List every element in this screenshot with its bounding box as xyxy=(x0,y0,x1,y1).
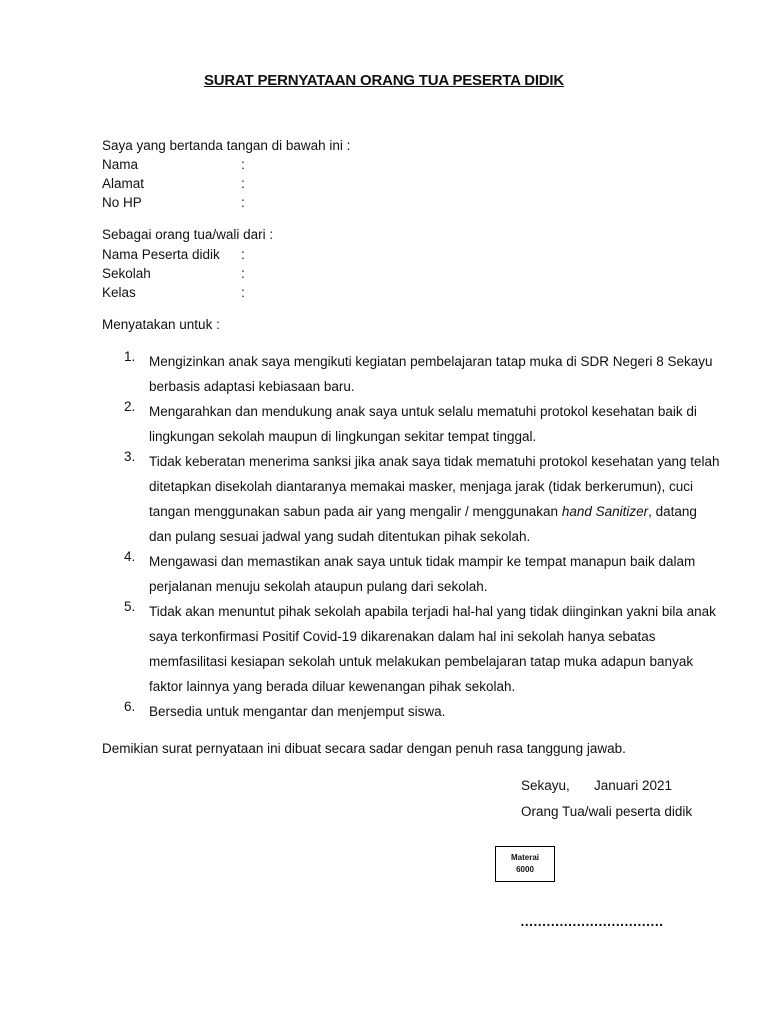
item-line: lingkungan sekolah maupun di lingkungan sekitar tempat tinggal. xyxy=(149,429,537,444)
stamp-label: Materai xyxy=(510,853,539,862)
field-label: Kelas xyxy=(102,285,136,300)
signer-role: Orang Tua/wali peserta didik xyxy=(521,804,693,819)
item-line: Tidak akan menuntut pihak sekolah apabila terjadi hal-hal yang tidak diinginkan yakni bila anak xyxy=(149,604,716,619)
list-item xyxy=(102,549,702,599)
list-item xyxy=(102,349,713,399)
item-text: tangan menggunakan sabun pada air yang mengalir / menggunakan xyxy=(149,504,562,519)
item-line xyxy=(149,499,702,524)
field-label: Sekolah xyxy=(102,266,151,281)
item-line: saya terkonfirmasi Positif Covid-19 dikarenakan dalam hal ini sekolah hanya sebatas xyxy=(149,629,656,644)
item-line: ditetapkan disekolah diantaranya memakai masker, menjaga jarak (tidak berkerumun), cuci xyxy=(149,479,694,494)
field-no-hp xyxy=(102,193,245,212)
item-text: , datang xyxy=(648,504,697,519)
item-number: 4. xyxy=(124,549,136,564)
field-sekolah xyxy=(102,264,245,283)
field-label: Alamat xyxy=(102,176,145,191)
item-line: faktor lainnya yang berada diluar kewenangan pihak sekolah. xyxy=(149,679,516,694)
item-number: 6. xyxy=(124,699,136,714)
signature-line: …………………………… xyxy=(520,914,663,929)
list-item xyxy=(102,399,702,449)
intro-text: Saya yang bertanda tangan di bawah ini : xyxy=(102,138,351,153)
field-colon: : xyxy=(241,285,245,300)
item-line: berbasis adaptasi kebiasaan baru. xyxy=(149,379,355,394)
field-colon: : xyxy=(241,195,245,210)
item-line: Bersedia untuk mengantar dan menjemput siswa. xyxy=(149,704,446,719)
list-item xyxy=(102,599,716,699)
item-number: 5. xyxy=(124,599,136,614)
field-nama-peserta xyxy=(102,245,245,264)
item-line: Mengizinkan anak saya mengikuti kegiatan pembelajaran tatap muka di SDR Negeri 8 Sekayu xyxy=(149,354,713,369)
field-label: No HP xyxy=(102,195,142,210)
field-kelas xyxy=(102,283,245,302)
item-number: 2. xyxy=(124,399,136,414)
list-item xyxy=(102,449,720,549)
item-line: Mengawasi dan memastikan anak saya untuk tidak mampir ke tempat manapun baik dalam xyxy=(149,554,696,569)
item-number: 3. xyxy=(124,449,136,464)
statement-list xyxy=(102,349,720,724)
field-label: Nama xyxy=(102,157,139,172)
item-line: memfasilitasi kesiapan sekolah untuk melakukan pembelajaran tatap muka adapun banyak xyxy=(149,654,694,669)
item-number: 1. xyxy=(124,349,136,364)
item-line: Tidak keberatan menerima sanksi jika anak saya tidak mematuhi protokol kesehatan yang telah xyxy=(149,454,720,469)
field-colon: : xyxy=(241,157,245,172)
item-line: Mengarahkan dan mendukung anak saya untuk selalu mematuhi protokol kesehatan baik di xyxy=(149,404,697,419)
field-label: Nama Peserta didik xyxy=(102,247,220,262)
statement-intro: Menyatakan untuk : xyxy=(102,317,220,332)
field-alamat xyxy=(102,174,245,193)
item-line: dan pulang sesuai jadwal yang sudah ditentukan pihak sekolah. xyxy=(149,529,531,544)
item-emphasis: hand Sanitizer xyxy=(561,504,649,519)
field-colon: : xyxy=(241,247,245,262)
field-colon: : xyxy=(241,176,245,191)
city: Sekayu, xyxy=(521,778,570,793)
place-date xyxy=(521,776,672,795)
field-colon: : xyxy=(241,266,245,281)
date: Januari 2021 xyxy=(594,778,673,793)
guardian-intro: Sebagai orang tua/wali dari : xyxy=(102,227,274,242)
list-item xyxy=(102,699,702,724)
stamp-box xyxy=(495,846,555,882)
field-nama xyxy=(102,155,245,174)
closing-text: Demikian surat pernyataan ini dibuat secara sadar dengan penuh rasa tanggung jawab. xyxy=(102,741,626,756)
item-line: perjalanan menuju sekolah ataupun pulang dari sekolah. xyxy=(149,579,488,594)
stamp-value: 6000 xyxy=(516,865,534,874)
letter-title: SURAT PERNYATAAN ORANG TUA PESERTA DIDIK xyxy=(203,72,565,89)
